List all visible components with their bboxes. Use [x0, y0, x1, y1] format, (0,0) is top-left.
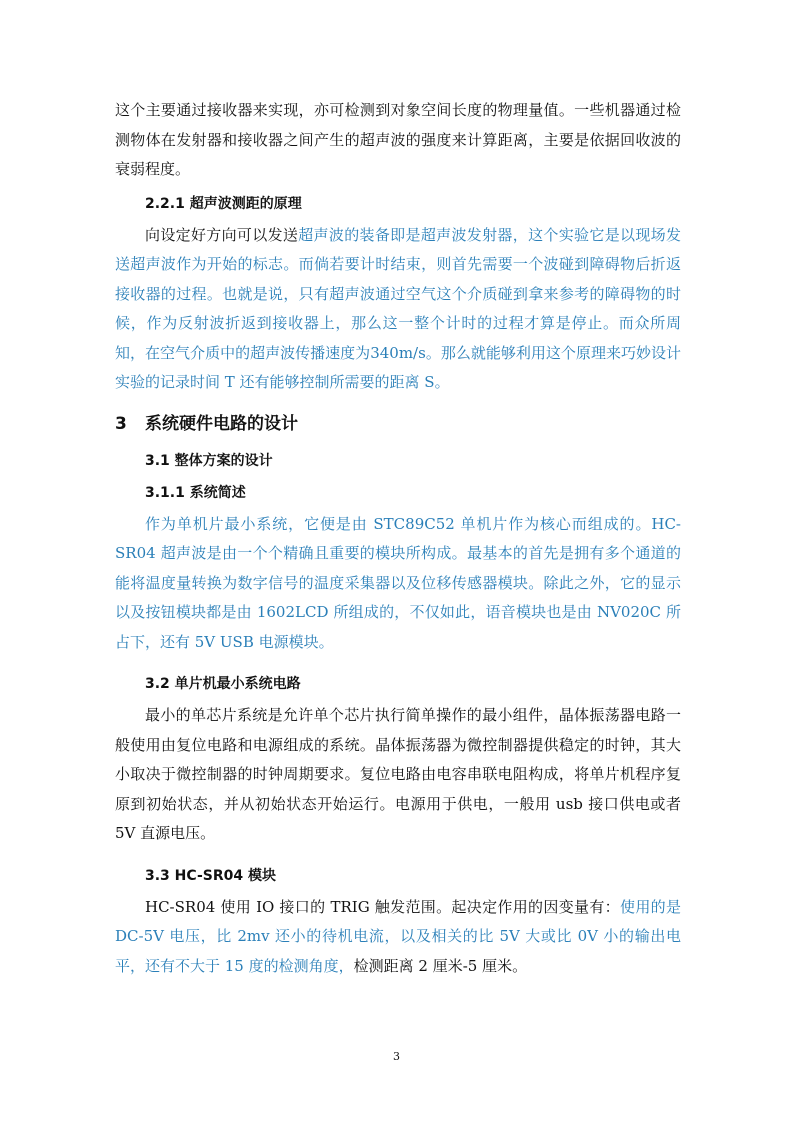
heading-3-2: 3.2 单片机最小系统电路: [145, 676, 301, 692]
chapter-number: 3: [115, 413, 127, 434]
paragraph-hcsr04-highlight: 使用的是 DC-5V 电压，比 2mv 还小的待机电流，以及相关的比 5V 大或比 0V 小的输出电平，还有不大于 15 度的检测角度，: [115, 897, 681, 975]
heading-3-1-1: 3.1.1 系统简述: [145, 484, 246, 501]
heading-3-1: 3.1 整体方案的设计: [145, 452, 273, 469]
heading-3-3: 3.3 HC-SR04 模块: [145, 867, 277, 884]
paragraph-intro: 这个主要通过接收器来实现，亦可检测到对象空间长度的物理量值。一些机器通过检测物体在发射器和接收器之间产生的超声波的强度来计算距离，主要是依据回收波的衰弱程度。: [115, 101, 681, 178]
page-number: 3: [393, 1050, 400, 1063]
paragraph-minimal-system: 最小的单芯片系统是允许单个芯片执行简单操作的最小组件，晶体振荡器电路一般使用由复位电路和电源组成的系统。晶体振荡器为微控制器提供稳定的时钟，其大小取决于微控制器的时钟周期要求。复位电路由电容串联电阻构成，将单片机程序复原到初始状态，并从初始状态开始运行。电源用于供电，一般用 usb 接口供电或者 5V 直源电压。: [115, 706, 681, 842]
heading-chapter-3: [115, 410, 681, 438]
paragraph-ultrasonic-principle: [115, 221, 681, 398]
paragraph-hcsr04-tail: 检测距离 2 厘米-5 厘米。: [353, 956, 528, 975]
paragraph-hcsr04: [115, 893, 681, 982]
paragraph-hcsr04-lead: HC-SR04 使用 IO 接口的 TRIG 触发范围。起决定作用的因变量有：: [145, 897, 621, 916]
paragraph-ultrasonic-principle-highlight: 超声波的装备即是超声波发射器，这个实验它是以现场发送超声波作为开始的标志。而倘若要计时结束，则首先需要一个波碰到障碍物后折返接收器的过程。也就是说，只有超声波通过空气这个介质碰到拿来参考的障碍物的时候，作为反射波折返到接收器上，那么这一整个计时的过程才算是停止。而众所周知，在空气介质中的超声波传播速度为340m/s。那么就能够利用这个原理来巧妙设计实验的记录时间 T 还有能够控制所需要的距离 S。: [115, 225, 681, 391]
document-page: [115, 96, 681, 981]
chapter-title: 系统硬件电路的设计: [145, 413, 298, 434]
paragraph-system-overview: 作为单机片最小系统，它便是由 STC89C52 单机片作为核心而组成的。HC-SR04 超声波是由一个个精确且重要的模块所构成。最基本的首先是拥有多个通道的能将温度量转换为数字信号的温度采集器以及位移传感器模块。除此之外，它的显示以及按钮模块都是由 1602LCD 所组成的，不仅如此，语音模块也是由 NV020C 所占下，还有 5V USB 电源模块。: [115, 514, 681, 651]
heading-2-2-1: 2.2.1 超声波测距的原理: [145, 195, 302, 212]
paragraph-ultrasonic-principle-lead: 向设定好方向可以发送: [145, 225, 299, 244]
